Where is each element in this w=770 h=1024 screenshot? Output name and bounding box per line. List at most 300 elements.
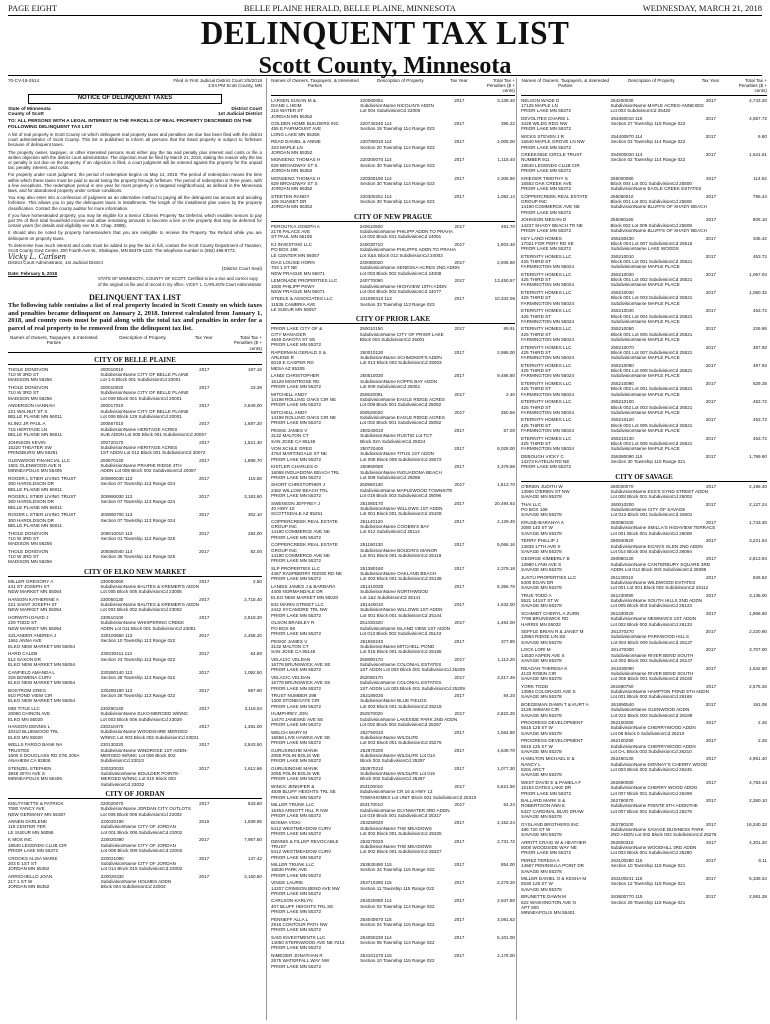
total-cell: 350.56 [500,409,515,415]
owner-line: HANSON DENNIS L [8,724,51,730]
owner-line: SAVAGE MN 55378 [521,712,562,718]
description-cell [611,134,694,150]
owner-line: PRIOR LAKE MN 55372 [271,963,322,969]
owner-line: 13960 O'BRIEN ST NW [521,488,570,494]
description-line: Lot 013 Block 001 SubdivisionCd 26001 [610,512,693,518]
description-line: SubdivisionName EAGLE CREEK ESTATES [610,186,702,192]
description-line: 200690700 113 [100,512,133,518]
owner-line: BALLARD MARK S & [521,798,566,804]
owner-line: TRUSTEE [8,747,30,753]
description-cell [610,683,709,700]
description-cell [610,175,702,192]
owner-cell [521,484,610,500]
owner-cell [8,512,101,528]
table-row [271,482,515,498]
owner-cell [271,730,360,746]
owner-cell [271,121,360,137]
description-line: 255210080 [610,362,634,368]
owner-line: 441 ST JOSEPH ST [8,583,50,589]
owner-line: KLING JR PAUL A [8,421,46,427]
owner-line: 17021 FOR PERY RD SE [521,240,574,246]
total-cell: 5,101.00 [497,934,515,940]
tax-year-cell: 2016 [198,819,210,825]
description-line: SubdivisionName CITY OF BELLE PLAINE [100,408,189,414]
description-line: 251190130 [360,542,383,548]
owner-line: DEVOLITES CHARIE L [521,115,570,121]
tax-year-cell: 2017 [199,800,210,806]
description-line: Block 001 Lot 001 SubdivisionCd 25521 [610,259,693,264]
description-line: Lot 002 Block 001 SubdivisionCd 25327 [360,849,442,855]
description-line: 263600770 115 [610,894,643,900]
owner-line: THOLE DONOVON [8,530,49,536]
owner-line: O'BRIEN JUDITH W [521,483,563,489]
tax-year-cell: 2017 [199,742,210,748]
description-line: 261230090 [610,592,634,598]
header-owners: Names of Owners, Taxpayers, & Interested Parties [9,335,98,346]
description-line: SubdivisionName LAKE WOODS [610,246,679,252]
description-line: 263100280 115 [610,858,643,863]
owner-line: MILLER TRUNK LLC [271,802,315,808]
owner-cell [521,593,610,609]
description-line: SubdivisionName ESS'S SYND STREET ADDN [610,488,709,494]
owner-cell [521,254,611,270]
table-row [521,484,767,500]
total-cell: 806.10 [752,217,767,223]
tax-year-cell: 2017 [705,235,716,241]
owner-line: 910 POND VIEW CIR [8,693,53,699]
owner-line: JORDAN MN 55352 [271,186,313,192]
description-line: 254040670 115 [360,916,392,922]
tax-year-cell: 2017 [454,223,465,229]
owner-line: KRIEGER TIMOTHY S [521,175,568,181]
owner-line: 14530 ASPEN AVE S [521,652,565,658]
description-cell [611,326,694,342]
description-cell [611,417,694,433]
owner-line: MILLER GREGORY A [8,578,54,584]
description-line: Block 002 Lot 005 SubdivisionCd 25521 [610,422,693,428]
description-line: SubdivisionName MAPLE PLACE [610,446,680,452]
owner-cell [271,917,360,933]
description-line: Section 30 Township 115 Range 021 [610,459,686,465]
description-line: Lot 008 Block 001 SubdivisionCd 26003 [610,494,692,500]
owner-line: SAVAGE MN 55378 [521,494,562,500]
tax-year-cell: 2017 [198,873,210,879]
district-label: 1st Judicial District [218,112,262,117]
description-line: 1ST ADDN Lot 003 Block 001 SubdivisionCd 25209 [359,667,465,673]
description-line: 1ST ADDN Lot 003 Block 001 SubdivisionCd 25209 [359,685,465,691]
description-line: Block 02A SubdivisionCd 25024 [360,438,426,444]
tax-year-cell: 2017 [454,765,465,771]
owner-line: COPPERCREEK REAL ESTATE [271,542,338,548]
description-line: SubdivisionName BLUE FIELDS [360,698,427,704]
total-cell: 633.60 [247,800,262,806]
table-row [8,670,262,686]
total-cell: 453.72 [752,308,767,314]
owner-cell [521,363,611,379]
owner-line: 14050 STERNWOOD AVE NE #213 [271,940,345,946]
owner-line: SAVAGE MN 55378 [521,772,562,778]
owner-cell [271,501,360,517]
tax-year-cell: 2017 [199,385,210,391]
owner-line: FARMINGTON MN 55024 [521,427,575,433]
owner-line: 455 E FAIRMOUNT AVE [271,126,322,132]
header-description: Description of Property [627,78,675,83]
description-cell [611,116,694,132]
tax-year-cell: 2017 [198,687,210,693]
total-cell: 487.92 [752,362,767,368]
description-cell [611,399,694,415]
owner-line: 221 WALNUT ST S [8,408,48,414]
description-line: SubdivisionName EAGLE RIDGE ACRES [359,396,445,402]
owner-line: 1000 PHILIPP PKWY [271,283,315,289]
tax-year-cell: 2017 [454,446,465,452]
owner-line: PRIOR LAKE MN 55372 [271,740,322,746]
description-line: SubdivisionName WILDWOOD ESTATES [610,579,696,585]
description-line: 220780010 114 [360,139,392,145]
table-row [271,176,515,192]
tax-year-cell: 2017 [705,756,717,762]
description-cell [360,176,442,192]
description-line: 255060160 [610,217,634,223]
description-cell [611,436,694,452]
total-cell: 3,081.62 [497,916,515,922]
description-line: SubdivisionName EAGLE RIDGE ACRES [359,415,445,421]
owner-line: ANAHEIM CA 92806 [8,758,51,764]
owner-line: SAVAGE MN 55378 [521,730,562,736]
description-line: Block 002 Lot 006 SubdivisionCd 25521 [610,440,693,446]
description-cell [359,278,447,294]
description-line: Section 27 Township 115 Range 022 [610,121,686,127]
tax-year-cell: 2017 [705,271,716,277]
description-line: 200870140 [100,457,124,463]
table-row [271,260,515,276]
owner-line: READ DANIEL & ANNIE [271,139,321,145]
owner-line: ROBERTSON ANN E [521,803,566,809]
total-cell: 3,135.00 [749,592,767,598]
description-line: Lot 003 Block 002 SubdivisionCd 26246 [610,767,692,773]
total-cell: 2,006.00 [497,139,515,145]
owner-line: SAVAGE MN 55378 [521,639,562,645]
owner-line: ETERNITY HOMES LLC [521,381,572,387]
owner-cell [271,194,360,210]
description-line: 255210050 [610,326,634,332]
description-line: SubdivisionName HOLMES ADDN [100,879,172,885]
description-line: Section 30 Township 114 Range 023 [360,180,435,186]
owner-line: 3948 25TH AVE S [8,771,45,777]
total-cell: 1,743.30 [749,520,767,526]
description-line: SubdivisionName HIGHVIEW 10TH ADDN [359,283,447,289]
owner-cell [271,519,360,540]
table-row [271,766,515,782]
description-cell [360,730,442,746]
owner-line: ROGER L STIER LIVING TRUST [8,494,77,500]
table-row [271,98,515,119]
owner-line: PRIOR LAKE MN 55372 [521,246,572,252]
description-line: Lot 022 Block 002 SubdivisionCd 26189 [610,712,693,718]
owner-line: ARRICHIELLO JOAN [8,873,53,879]
tax-year-cell: 2017 [705,610,717,616]
description-line: SubdivisionName CITY OF JORDAN [100,860,176,866]
description-line: Block 004 Lot 001 SubdivisionCd 25500 [610,180,692,186]
owner-line: CARLSON KARLYN [271,898,313,904]
total-cell: 3,317.46 [497,674,515,680]
owner-cell [521,720,610,736]
owner-line: MITCHELL ANDY [271,409,308,415]
description-line: Lot 1-8 Block 001 SubdivisionCd 20001 [100,377,181,383]
owner-line: PRIOR LAKE MN 55372 [271,721,322,727]
total-cell: 2,129.40 [497,518,515,524]
description-line: Section 03 Township 114 Range 022 [610,139,686,145]
total-cell: 4,301.20 [749,839,767,845]
owner-cell [521,454,611,470]
description-line: 252180030 [360,693,384,699]
owner-cell [521,798,610,819]
owner-cell [521,345,611,361]
owner-line: PRIOR LAKE MN 55372 [271,831,322,837]
total-cell: 453.72 [752,399,767,405]
owner-cell [521,840,610,856]
description-cell [100,578,200,595]
owner-line: ELKO NEW MARKET MN 55020 [271,594,339,600]
owner-line: SWENSON JEFFREY J [271,500,320,506]
owner-cell [8,724,100,740]
description-line: ADDN Lot 012 Block 003 SubdivisionCd 26098 [610,567,707,572]
header-description: Description of Property [119,335,166,341]
owner-line: WEST DAVID E & PAMELA F [521,779,582,785]
owner-line: LEMONADE PROPERTIES LLC [271,278,338,284]
owner-line: 512 SAXON DR [8,656,41,662]
table-row [521,840,767,856]
description-line: Lot 003 Block 002 SubdivisionCd 24008 [359,270,442,276]
total-cell: 114.52 [753,175,767,181]
total-cell: 3,183.60 [244,494,262,500]
owner-line: SEFFLE BRIAN R & JANET M [521,629,584,635]
header-tax-year: Tax Year [450,78,468,83]
owner-line: TERRY PHILLIP J [521,538,559,544]
description-cell [101,856,187,872]
description-cell [360,157,442,173]
owner-line: 4646 DAKOTA ST SE [271,336,316,342]
owner-line: PROGRESS DEVELOPMENT [521,738,584,744]
owner-line: 5521 141ST ST W [521,598,559,604]
owner-cell [271,820,360,836]
owner-line: KEY LAND HOMES [521,235,562,241]
owner-line: PRIOR LAKE MN 55372 [271,927,322,933]
masthead [0,17,770,79]
owner-cell [271,98,360,119]
column-1 [8,78,262,1020]
description-line: Lot 014 Block 004 SubdivisionCd 26094 [610,548,692,554]
description-line: SubdivisionName RIVER BEND SOUTH [610,652,694,658]
owner-line: FARMINGTON MN 55024 [521,373,575,379]
tax-year-cell: 2017 [705,538,717,544]
owner-line: PRIOR LAKE MN 55372 [271,474,322,480]
tax-year-cell: 2017 [705,574,717,580]
owner-cell [521,684,610,700]
table-row [271,501,515,517]
table-row [8,440,262,456]
total-cell: 1,799.60 [749,453,767,459]
owner-cell [8,597,100,613]
description-line: Lot 008 Block 008 SubdivisionCd 25072 [360,456,442,462]
owner-cell [8,531,101,547]
description-line: 261470300 [610,647,634,653]
total-cell: 1,113.20 [497,656,515,662]
table-row [521,116,767,132]
notice-paragraph: A list of real property in Scott County on which delinquent real property taxes and penalties are due has been filed with the district court administrator of Scott County. This list is published to inform all persons that the listed property is subject to forfeiture because of delinquent taxes. [8,131,262,148]
description-cell [360,350,442,371]
table-row [521,454,767,470]
description-line: SubdivisionName WILDLIFE [360,734,419,740]
tax-year-cell: 2017 [705,821,717,827]
total-cell: 4,743.20 [749,97,767,103]
owner-line: 14470 JANESKE AVE SE [271,716,324,722]
total-cell: 2,681.28 [749,894,767,900]
total-cell: 795.44 [752,193,767,199]
description-line: SubdivisionName BLUFFS OF SHADY BEACH [610,227,707,233]
total-cell: 1,060.32 [749,290,767,296]
table-row [521,254,767,270]
owner-line: 14198 ROLLING OAKS CIR NE [271,396,337,402]
total-cell: 13,450.97 [494,278,515,284]
owner-cell [271,935,360,951]
description-line: SubdivisionName NEWMAN'S 1ST ADDN [610,616,697,622]
owner-cell [521,738,610,754]
total-cell: 2,152.24 [497,820,515,826]
tax-year-cell: 2017 [198,494,210,500]
tax-year-cell: 2017 [199,578,210,584]
description-cell [610,779,697,796]
owner-line: ST PAUL MN 55105 [271,234,313,240]
owner-line: SAVAGE MN 55378 [521,657,562,663]
description-line: 220740240 114 [360,121,392,127]
owner-line: NEW MARKET MN 55054 [8,607,62,613]
description-line: 255060010 [610,193,634,199]
owner-line: MINNEAPOLIS MN 55406 [8,776,62,782]
total-cell: 302.10 [247,512,262,518]
description-cell [101,494,187,510]
owner-line: NUMBER 911 [521,157,550,163]
total-cell: 2,006.60 [497,260,515,266]
table-row [521,556,767,572]
description-line: 262100290 [610,738,634,744]
notice-heading: NOTICE OF DELINQUENT TAXES [28,94,222,103]
owner-line: 16778 BRUNSWICK AVE SE [271,680,331,686]
description-line: SubdivisionName INGUADONA BEACH [360,469,442,475]
owner-line: ETERNITY HOMES LLC [521,399,572,405]
tax-year-cell: 2017 [454,542,465,548]
publication-name: BELLE PLAINE HERALD, BELLE PLAINE, MINNESOTA [243,3,456,13]
owner-cell [8,874,101,890]
total-cell: 284.00 [247,530,262,536]
total-cell: 2,849.00 [244,403,262,409]
owner-line: PEREZ TERESA A [521,858,560,863]
owner-line: HORWITH DAVID J [8,614,49,620]
tax-year-cell: 2017 [705,115,716,121]
description-line: 252970210 [360,765,384,771]
description-line: 254200030 [610,97,634,103]
owner-line: ETERNITY HOMES LLC [521,326,572,332]
table-row [271,730,515,746]
tax-year-cell: 2017 [705,453,716,459]
description-line: MERGED W/NNC Lot 010 Block 003 [100,776,176,782]
owner-line: 328 BOWENA CURV [8,674,52,680]
description-line: 255210130 [610,435,634,441]
description-line: SubdivisionName WILLOWS 1ST ADDN [360,505,443,511]
owner-cell [271,584,360,600]
description-cell [611,629,694,645]
total-cell: 2,379.18 [497,565,515,571]
description-line: SubdivisionName KOPPS BAY ADDN [360,378,438,384]
description-cell [360,410,443,426]
total-cell: 20,494.92 [494,500,515,506]
column-headers [271,78,515,96]
description-line: Lot 008 Block 009 SubdivisionCd 22002 [100,847,183,853]
description-line: Lot 001 Lot 001 Block 002 SubdivisionCd 26112 [610,585,709,591]
owner-line: K MOS INC [8,837,32,843]
owner-line: 6019 E CASPER RD [271,360,314,366]
tax-year-cell: 2017 [705,344,716,350]
description-cell [100,614,196,631]
description-line: Lot 004 Block 002 SubdivisionCd 24077 [359,288,442,294]
owner-line: CREEKSIDE CIRCLE TRUST [521,152,583,158]
description-line: 220021080 [100,855,124,861]
description-line: SubdivisionName DONNAY'S CHERRY WOOD [610,761,708,767]
owner-line: JORDAN MN 55352 [8,866,50,872]
table-row [8,801,262,817]
tax-year-cell: 2017 [199,596,210,602]
description-line: 254020080 114 [360,898,392,904]
table-row [8,633,262,649]
description-cell [611,876,694,892]
tax-year-cell: 2017 [199,457,210,463]
header-owners: Names of Owners, Taxpayers, & Interested Parties [271,78,359,89]
owner-cell [271,139,360,155]
description-line: SubdivisionName RUSTIO Lot TCT [360,433,433,439]
table-row [8,531,262,547]
tax-year-cell: 2017 [454,838,465,844]
description-line: 1ST ADDN Lot 012 Block 001 SubdivisionCd 20072 [100,450,206,456]
description-line: SubdivisionName SMILLA'S HIGHVIEW TERRACE [610,525,716,531]
owner-cell [271,278,360,294]
description-line: 253100010 [359,784,383,790]
signer-title: District Court Administrator, 1st Judicial District [8,260,103,266]
owner-line: PRIOR LAKE MN 55372 [271,703,322,709]
owner-cell [521,702,611,718]
owner-line: MINNEAPOLIS MN 55405 [8,468,62,474]
description-line: SubdivisionName WILLOWS 1ST ADDN [360,607,443,613]
description-line: 260080100 [610,520,634,526]
owner-line: 16640 MAPLE GROVE LN NW [521,139,585,145]
description-line: 254101270 115 [360,953,392,959]
description-cell [101,651,187,667]
description-line: Lot 001 Block 001 SubdivisionCd 25144 [360,612,442,618]
owner-line: PRIOR LAKE MN 55372 [521,464,572,470]
description-line: Lot 003 Block 001 SubdivisionCd 25275 [360,740,442,746]
owner-cell [271,224,360,240]
owner-line: TRUE TODD A [521,592,552,598]
description-line: 240610600 [359,223,383,229]
tax-year-cell: 2017 [454,260,465,266]
total-cell: 1,632.00 [497,602,515,608]
owner-line: ELKO NEW MARKET MN 55054 [8,698,76,704]
description-line: 230130220 [100,742,124,748]
table-row [271,157,515,173]
description-line: 230100660 113 [100,633,133,639]
owner-line: FARMINGTON MN 55024 [521,300,575,306]
description-cell [100,457,197,474]
owner-line: JOHNSON MEGAN D [521,217,567,223]
